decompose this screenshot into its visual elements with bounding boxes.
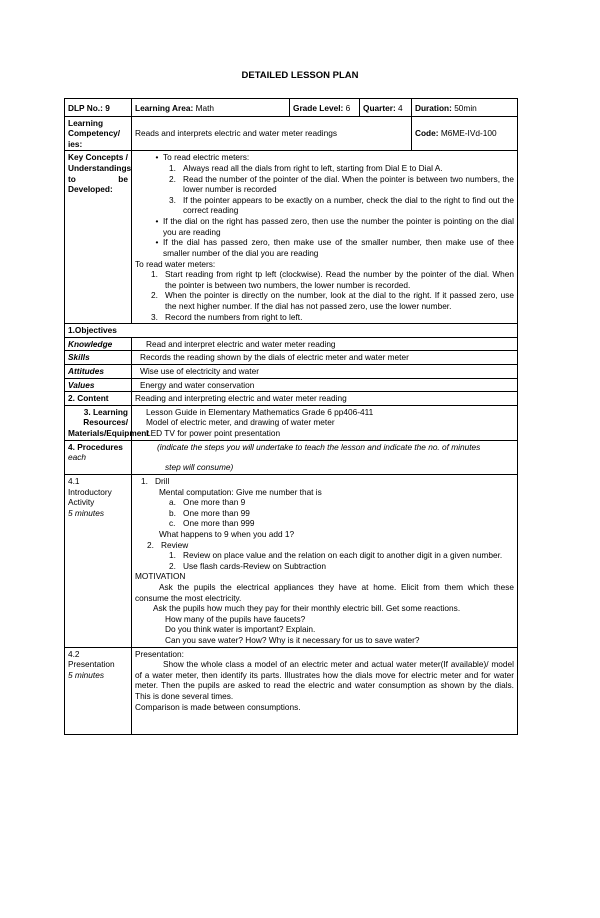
electric-step: 3. If the pointer appears to be exactly on a number, check the dial to the right to find out the correct reading xyxy=(169,194,514,216)
knowledge-text: Read and interpret electric and water meter reading xyxy=(132,337,518,351)
intro-label-cell xyxy=(65,474,132,647)
question-2: Do you think water is important? Explain. xyxy=(165,624,316,635)
review-heading: 2. Review xyxy=(147,539,189,550)
presentation-row xyxy=(65,647,518,734)
dlp-label: DLP No.: xyxy=(68,103,103,113)
drill-heading: 1. Drill xyxy=(141,475,170,486)
drill-question: What happens to 9 when you add 1? xyxy=(159,528,295,539)
objectives-label: 1.Objectives xyxy=(65,324,518,338)
values-label: Values xyxy=(65,378,132,392)
resources-row xyxy=(65,405,518,440)
area-cell xyxy=(132,99,290,117)
objectives-row xyxy=(65,324,518,338)
quarter-label: Quarter: xyxy=(363,103,396,113)
motivation-heading: MOTIVATION xyxy=(135,571,186,582)
mental-item: c. One more than 999 xyxy=(169,518,255,529)
grade-value: 6 xyxy=(345,103,351,113)
electric-intro: • To read electric meters: xyxy=(155,152,250,163)
lesson-plan-table xyxy=(64,98,518,735)
procedures-note-line2: step will consume) xyxy=(165,462,234,473)
mental-text: Mental computation: Give me number that is xyxy=(159,486,322,497)
electric-step: 1. Always read all the dials from right to left, starting from Dial E to Dial A. xyxy=(169,163,443,174)
skills-text: Records the reading shown by the dials of electric meter and water meter xyxy=(132,351,518,365)
water-step: 2. When the pointer is directly on the number, look at the dial to the right. If it passed zero, use the next higher number. If the dial has not passed zero, use the lower number. xyxy=(151,290,514,311)
presentation-num: 4.2 xyxy=(68,648,80,659)
procedures-label-cell xyxy=(65,440,132,474)
page-title: DETAILED LESSON PLAN xyxy=(241,70,359,81)
competency-text: Reads and interprets electric and water meter readings xyxy=(132,116,412,151)
presentation-paragraph: Show the whole class a model of an electric meter and actual water meter(If available)/ model of a water meter, then identify its parts. Illustrates how the dials move for electric meter and for water meter. Then the pupils are asked to read the electric and water consumption as shown by the dials. This is done several times. xyxy=(135,659,514,702)
review-item: 1. Review on place value and the relation on each digit to another digit in a given number. xyxy=(169,550,503,561)
code-label: Code: xyxy=(415,128,439,139)
presentation-label-cell xyxy=(65,647,132,734)
intro-row xyxy=(65,474,518,647)
resource-item: Model of electric meter, and drawing of water meter xyxy=(146,417,335,428)
competency-row xyxy=(65,116,518,151)
code-value: M6ME-IVd-100 xyxy=(440,128,497,139)
intro-content xyxy=(132,474,518,647)
presentation-heading: Presentation: xyxy=(135,648,184,659)
duration-cell xyxy=(412,99,518,117)
key-concepts-row xyxy=(65,151,518,324)
presentation-content xyxy=(132,647,518,734)
skills-row xyxy=(65,351,518,365)
attitudes-text: Wise use of electricity and water xyxy=(132,365,518,379)
procedures-note-line1: (indicate the steps you will undertake to teach the lesson and indicate the no. of minutes xyxy=(157,441,481,452)
grade-cell xyxy=(290,99,360,117)
intro-time: 5 minutes xyxy=(68,507,104,518)
grade-label: Grade Level: xyxy=(293,103,344,113)
content-text: Reading and interpreting electric and water meter reading xyxy=(132,392,518,406)
mental-item: b. One more than 99 xyxy=(169,507,250,518)
resources-label: 3. Learning Resources/ Materials/Equipment xyxy=(65,405,132,440)
water-step: 3. Record the numbers from right to left. xyxy=(151,311,303,322)
competency-label: Learning Competency/ ies: xyxy=(65,116,132,151)
duration-value: 50min xyxy=(454,103,477,113)
intro-name2: Activity xyxy=(68,497,95,508)
attitudes-row xyxy=(65,365,518,379)
water-intro: To read water meters: xyxy=(135,258,216,269)
values-text: Energy and water conservation xyxy=(132,378,518,392)
key-concepts-label: Key Concepts / Understandings to be Developed: xyxy=(65,151,132,324)
dlp-cell xyxy=(65,99,132,117)
dlp-value: 9 xyxy=(105,103,110,113)
electric-bullet: • If the dial has passed zero, then make use of the smaller number, then make use of thee smaller number of the dial you are reading xyxy=(155,237,514,258)
mental-item: a. One more than 9 xyxy=(169,497,246,508)
procedures-row xyxy=(65,440,518,474)
quarter-value: 4 xyxy=(398,103,403,113)
presentation-time: 5 minutes xyxy=(68,669,104,680)
ask-text: Ask the pupils how much they pay for their monthly electric bill. Get some reactions. xyxy=(153,603,461,614)
electric-step: 2. Read the number of the pointer of the dial. When the pointer is between two numbers, the lower number is recorded xyxy=(169,173,514,195)
area-label: Learning Area: xyxy=(135,103,194,113)
procedures-label-sub: each xyxy=(68,452,86,463)
resource-item: Lesson Guide in Elementary Mathematics Grade 6 pp406-411 xyxy=(146,406,374,417)
skills-label: Skills xyxy=(65,351,132,365)
knowledge-row xyxy=(65,337,518,351)
procedures-label: 4. Procedures xyxy=(68,441,123,452)
water-step: 1. Start reading from right tp left (clockwise). Read the number by the pointer of the dial. When the pointer is between two numbers, the lower number is recorded. xyxy=(151,269,514,290)
question-3: Can you save water? How? Why is it necessary for us to save water? xyxy=(165,635,420,646)
question-1: How many of the pupils have faucets? xyxy=(165,613,306,624)
content-row xyxy=(65,392,518,406)
quarter-cell xyxy=(360,99,412,117)
content-label: 2. Content xyxy=(65,392,132,406)
key-concepts-content xyxy=(132,151,518,324)
code-cell xyxy=(412,116,518,151)
intro-name1: Introductory xyxy=(68,486,112,497)
review-item: 2. Use flash cards-Review on Subtraction xyxy=(169,560,326,571)
header-row xyxy=(65,99,518,117)
resources-list xyxy=(132,405,518,440)
attitudes-label: Attitudes xyxy=(65,365,132,379)
resource-item: LED TV for power point presentation xyxy=(146,428,281,439)
knowledge-label: Knowledge xyxy=(65,337,132,351)
motivation-text: Ask the pupils the electrical appliances they have at home. Elicit from them which these consume the most electricity. xyxy=(135,581,514,603)
values-row xyxy=(65,378,518,392)
presentation-name: Presentation xyxy=(68,659,115,670)
procedures-note xyxy=(132,440,518,474)
presentation-comparison: Comparison is made between consumptions. xyxy=(135,701,301,712)
intro-num: 4.1 xyxy=(68,475,80,486)
area-value: Math xyxy=(195,103,215,113)
duration-label: Duration: xyxy=(415,103,452,113)
electric-bullet: • If the dial on the right has passed zero, then use the number the pointer is pointing on the dial you are reading xyxy=(155,216,514,237)
